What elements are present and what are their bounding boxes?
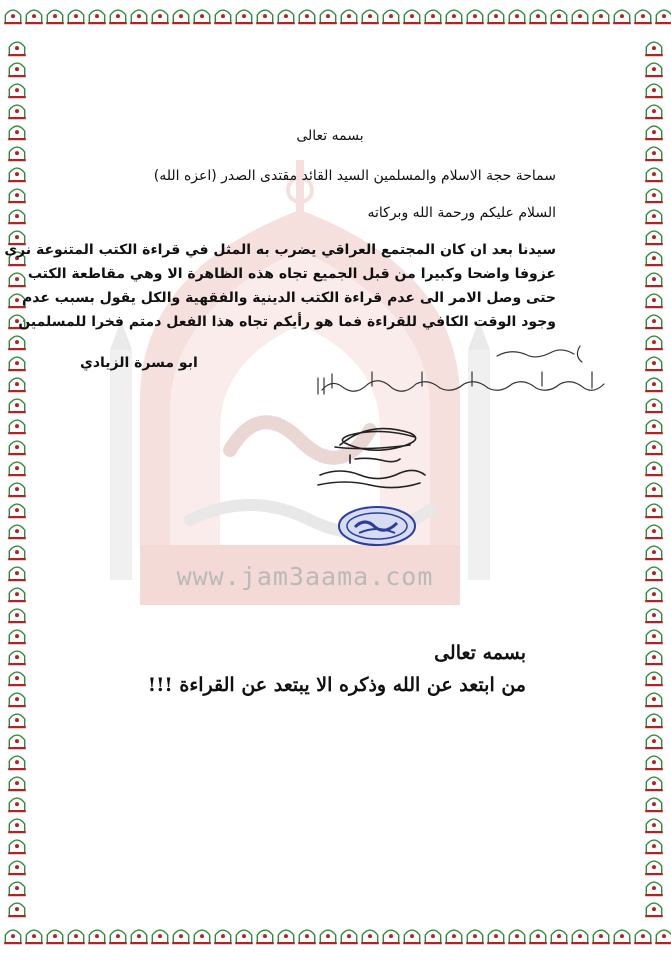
border-motif-icon (8, 840, 26, 854)
border-motif-icon (4, 10, 22, 24)
border-motif-icon (613, 10, 631, 24)
border-motif-icon (645, 672, 663, 686)
border-motif-icon (645, 462, 663, 476)
border-motif-icon (8, 84, 26, 98)
border-motif-icon (193, 10, 211, 24)
border-motif-icon (634, 930, 652, 944)
letter-recipient: سماحة حجة الاسلام والمسلمين السيد القائد مقتدى الصدر (اعزه الله) (153, 168, 556, 184)
border-motif-icon (235, 930, 253, 944)
border-motif-icon (8, 336, 26, 350)
border-motif-icon (655, 10, 671, 24)
border-motif-icon (645, 357, 663, 371)
border-motif-icon (8, 63, 26, 77)
border-motif-icon (382, 10, 400, 24)
handwritten-reply (312, 338, 612, 408)
border-motif-icon (8, 777, 26, 791)
border-motif-icon (645, 588, 663, 602)
border-motif-icon (8, 210, 26, 224)
border-motif-icon (645, 294, 663, 308)
border-motif-icon (466, 930, 484, 944)
border-motif-icon (445, 10, 463, 24)
watermark-website: www.jam3aama.com (176, 562, 434, 591)
border-motif-icon (645, 651, 663, 665)
decorative-border-right (637, 34, 671, 918)
border-motif-icon (130, 930, 148, 944)
border-motif-icon (645, 567, 663, 581)
border-motif-icon (645, 903, 663, 917)
border-motif-icon (319, 930, 337, 944)
border-motif-icon (645, 84, 663, 98)
reply-heading: بسمه تعالى (434, 642, 526, 664)
border-motif-icon (645, 441, 663, 455)
reply-quote: من ابتعد عن الله وذكره الا يبتعد عن القراءة !!! (147, 674, 526, 696)
border-motif-icon (8, 189, 26, 203)
border-motif-icon (8, 105, 26, 119)
border-motif-icon (8, 567, 26, 581)
border-motif-icon (8, 525, 26, 539)
border-motif-icon (67, 930, 85, 944)
border-motif-icon (8, 756, 26, 770)
border-motif-icon (214, 930, 232, 944)
border-motif-icon (130, 10, 148, 24)
border-motif-icon (8, 126, 26, 140)
border-motif-icon (88, 930, 106, 944)
border-motif-icon (8, 546, 26, 560)
border-motif-icon (235, 10, 253, 24)
border-motif-icon (88, 10, 106, 24)
border-motif-icon (645, 882, 663, 896)
border-motif-icon (8, 357, 26, 371)
border-motif-icon (645, 168, 663, 182)
border-motif-icon (645, 819, 663, 833)
border-motif-icon (645, 861, 663, 875)
border-motif-icon (645, 63, 663, 77)
border-motif-icon (25, 10, 43, 24)
border-motif-icon (645, 231, 663, 245)
border-motif-icon (645, 714, 663, 728)
border-motif-icon (466, 10, 484, 24)
border-motif-icon (645, 126, 663, 140)
decorative-border-top (0, 0, 671, 34)
border-motif-icon (8, 462, 26, 476)
border-motif-icon (645, 273, 663, 287)
border-motif-icon (645, 504, 663, 518)
border-motif-icon (645, 840, 663, 854)
letter-sender: ابو مسرة الزيادي (80, 355, 198, 371)
border-motif-icon (592, 10, 610, 24)
border-motif-icon (109, 930, 127, 944)
border-motif-icon (550, 930, 568, 944)
border-motif-icon (645, 693, 663, 707)
border-motif-icon (8, 735, 26, 749)
border-motif-icon (8, 714, 26, 728)
border-motif-icon (319, 10, 337, 24)
border-motif-icon (487, 930, 505, 944)
letter-greeting: السلام عليكم ورحمة الله وبركاته (367, 205, 556, 221)
letter-body-line: حتى وصل الامر الى عدم قراءة الكتب الدينية والفقهية والكل يقول بسبب عدم (21, 290, 556, 306)
border-motif-icon (256, 930, 274, 944)
border-motif-icon (645, 525, 663, 539)
border-motif-icon (8, 672, 26, 686)
border-motif-icon (645, 483, 663, 497)
office-stamp-icon (337, 505, 417, 547)
border-motif-icon (67, 10, 85, 24)
border-motif-icon (424, 930, 442, 944)
letter-heading: بسمه تعالى (296, 128, 364, 144)
letter-body-line: سيدنا بعد ان كان المجتمع العراقي يضرب به المثل في قراءة الكتب المتنوعة نرى (4, 242, 556, 258)
border-motif-icon (277, 930, 295, 944)
border-motif-icon (645, 189, 663, 203)
border-motif-icon (655, 930, 671, 944)
border-motif-icon (151, 930, 169, 944)
border-motif-icon (8, 903, 26, 917)
border-motif-icon (645, 420, 663, 434)
border-motif-icon (172, 10, 190, 24)
border-motif-icon (8, 441, 26, 455)
border-motif-icon (645, 378, 663, 392)
border-motif-icon (193, 930, 211, 944)
border-motif-icon (645, 609, 663, 623)
border-motif-icon (529, 10, 547, 24)
border-motif-icon (8, 588, 26, 602)
border-motif-icon (645, 630, 663, 644)
border-motif-icon (256, 10, 274, 24)
border-motif-icon (8, 651, 26, 665)
border-motif-icon (645, 336, 663, 350)
border-motif-icon (361, 10, 379, 24)
border-motif-icon (645, 315, 663, 329)
border-motif-icon (634, 10, 652, 24)
border-motif-icon (4, 930, 22, 944)
border-motif-icon (645, 147, 663, 161)
border-motif-icon (592, 930, 610, 944)
border-motif-icon (403, 930, 421, 944)
border-motif-icon (8, 483, 26, 497)
border-motif-icon (613, 930, 631, 944)
border-motif-icon (508, 930, 526, 944)
border-motif-icon (8, 693, 26, 707)
border-motif-icon (645, 546, 663, 560)
border-motif-icon (8, 798, 26, 812)
signature-icon (300, 415, 440, 495)
border-motif-icon (361, 930, 379, 944)
border-motif-icon (529, 930, 547, 944)
border-motif-icon (8, 147, 26, 161)
border-motif-icon (424, 10, 442, 24)
border-motif-icon (8, 882, 26, 896)
border-motif-icon (8, 399, 26, 413)
border-motif-icon (8, 609, 26, 623)
border-motif-icon (571, 10, 589, 24)
border-motif-icon (645, 252, 663, 266)
border-motif-icon (645, 42, 663, 56)
border-motif-icon (445, 930, 463, 944)
border-motif-icon (508, 10, 526, 24)
border-motif-icon (645, 399, 663, 413)
border-motif-icon (8, 504, 26, 518)
decorative-border-left (0, 34, 34, 918)
border-motif-icon (8, 168, 26, 182)
border-motif-icon (8, 378, 26, 392)
border-motif-icon (8, 420, 26, 434)
border-motif-icon (382, 930, 400, 944)
border-motif-icon (8, 630, 26, 644)
letter-body (4, 238, 556, 334)
border-motif-icon (8, 819, 26, 833)
border-motif-icon (645, 735, 663, 749)
border-motif-icon (645, 210, 663, 224)
border-motif-icon (571, 930, 589, 944)
border-motif-icon (298, 930, 316, 944)
border-motif-icon (46, 10, 64, 24)
border-motif-icon (645, 105, 663, 119)
border-motif-icon (645, 756, 663, 770)
decorative-border-bottom (0, 918, 671, 952)
border-motif-icon (46, 930, 64, 944)
border-motif-icon (214, 10, 232, 24)
border-motif-icon (172, 930, 190, 944)
border-motif-icon (298, 10, 316, 24)
letter-body-line: عزوفا واضحا وكبيرا من قبل الجميع تجاه هذه الظاهرة الا وهي مقاطعة الكتب (27, 266, 556, 282)
border-motif-icon (340, 10, 358, 24)
border-motif-icon (487, 10, 505, 24)
border-motif-icon (25, 930, 43, 944)
border-motif-icon (340, 930, 358, 944)
border-motif-icon (550, 10, 568, 24)
border-motif-icon (277, 10, 295, 24)
border-motif-icon (8, 42, 26, 56)
border-motif-icon (151, 10, 169, 24)
border-motif-icon (109, 10, 127, 24)
border-motif-icon (645, 777, 663, 791)
border-motif-icon (8, 861, 26, 875)
border-motif-icon (403, 10, 421, 24)
letter-body-line: وجود الوقت الكافي للقراءة فما هو رأيكم تجاه هذا الفعل دمتم فخرا للمسلمين (18, 314, 556, 330)
border-motif-icon (645, 798, 663, 812)
